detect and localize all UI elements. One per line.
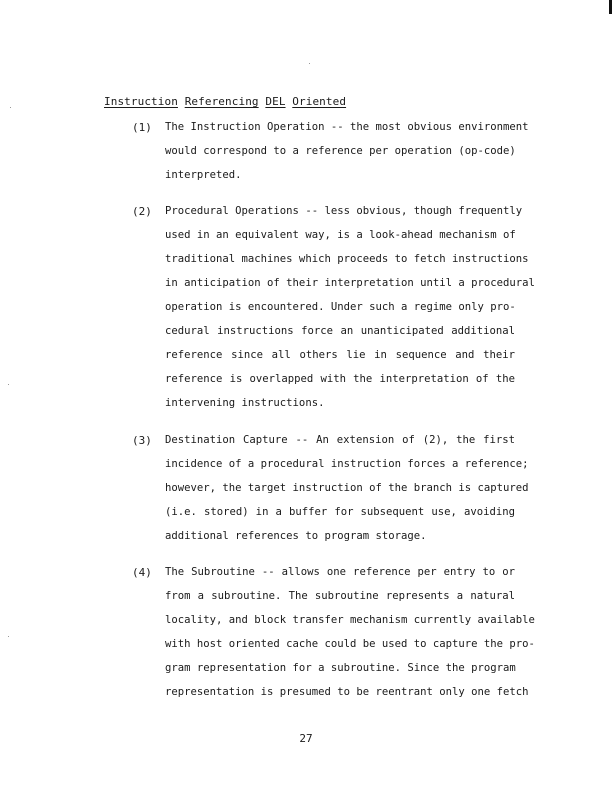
heading-word: Instruction <box>104 95 178 108</box>
text-line: representation is presumed to be reentrant only one fetch <box>165 686 529 698</box>
text-line: gram representation for a subroutine. Since the program <box>165 662 516 674</box>
text-line: Procedural Operations -- less obvious, though frequently <box>165 205 523 217</box>
text-line: from a subroutine. The subroutine represents a natural <box>165 590 515 602</box>
scan-speck <box>8 384 9 385</box>
scan-speck <box>309 63 310 64</box>
item-number: (3) <box>132 434 152 447</box>
text-line: reference since all others lie in sequence and their <box>165 349 515 361</box>
heading-word: DEL <box>265 95 286 108</box>
text-line: intervening instructions. <box>165 397 325 409</box>
text-line: however, the target instruction of the branch is captured <box>165 482 529 494</box>
item-number: (4) <box>132 566 152 579</box>
text-line: Destination Capture -- An extension of (2), the first <box>165 434 515 446</box>
text-line: The Subroutine -- allows one reference per entry to or <box>165 566 515 578</box>
text-line: would correspond to a reference per operation (op-code) <box>165 145 516 157</box>
text-line: cedural instructions force an unanticipated additional <box>165 325 515 337</box>
heading-word: Referencing <box>184 95 259 108</box>
text-line: with host oriented cache could be used to capture the pro- <box>165 638 535 650</box>
text-line: (i.e. stored) in a buffer for subsequent use, avoiding <box>165 506 515 518</box>
text-line: in anticipation of their interpretation until a procedural <box>165 277 535 289</box>
text-line: used in an equivalent way, is a look-ahead mechanism of <box>165 229 516 241</box>
scan-speck <box>8 636 9 637</box>
text-line: traditional machines which proceeds to fetch instructions <box>165 253 529 265</box>
text-line: operation is encountered. Under such a regime only pro- <box>165 301 516 313</box>
text-line: incidence of a procedural instruction forces a reference; <box>165 458 529 470</box>
item-number: (2) <box>132 205 152 218</box>
text-line: reference is overlapped with the interpretation of the <box>165 373 515 385</box>
scan-speck <box>10 107 11 108</box>
heading-word: Oriented <box>292 95 347 108</box>
text-line: additional references to program storage. <box>165 530 427 542</box>
text-line: The Instruction Operation -- the most obvious environment <box>165 121 529 133</box>
text-line: interpreted. <box>165 169 242 181</box>
page-number: 27 <box>299 732 313 745</box>
text-line: locality, and block transfer mechanism currently available <box>165 614 535 626</box>
item-number: (1) <box>132 121 152 134</box>
section-heading <box>104 95 346 108</box>
